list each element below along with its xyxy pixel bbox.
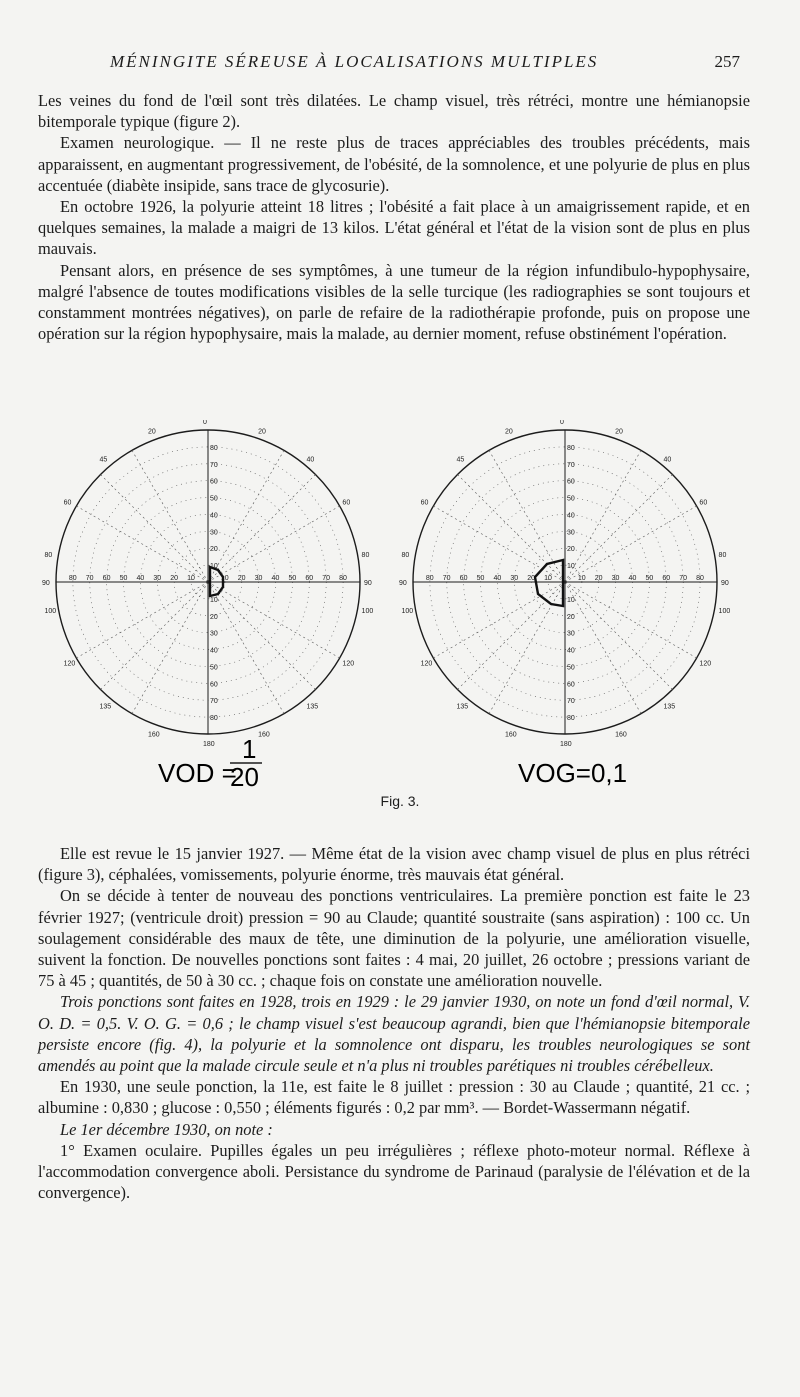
top-text (38, 90, 750, 344)
ring-label: 70 (442, 575, 451, 582)
ring-label: 10 (567, 596, 575, 604)
paragraph: Examen neurologique. — Il ne reste plus de traces appréciables des troubles précédents, mais apparaissent, en augmentant progressivement, de l'obésité, de la somnolence, et une polyurie de plus en plus accentuée (diabète insipide, sans trace de glycosurie). (38, 133, 750, 195)
ring-label: 70 (679, 575, 688, 582)
radial-label: 100 (401, 607, 414, 615)
radial-label: 180 (560, 741, 572, 748)
ring-label: 50 (645, 575, 654, 582)
visual-field-outline (535, 560, 563, 606)
radial-label: 60 (342, 499, 351, 507)
figure-caption: Fig. 3. (380, 793, 420, 809)
paragraph: 1° Examen oculaire. Pupilles égales un peu irrégulières ; réflexe photo-moteur normal. Réflexe à l'accommodation convergence aboli. Persistance du syndrome de Parinaud (paralysie de l'élévation et de la convergence). (38, 1140, 750, 1203)
page-number: 257 (714, 52, 740, 71)
radial-label: 0 (203, 420, 207, 426)
ring-label: 80 (339, 575, 347, 582)
ring-label: 20 (170, 575, 179, 582)
ring-label: 30 (210, 630, 218, 638)
radial-label: 90 (42, 580, 50, 587)
radial-label: 0 (560, 420, 564, 426)
paragraph: Le 1er décembre 1930, on note : (60, 1119, 273, 1139)
meridian-line (458, 475, 565, 582)
ring-label: 50 (476, 575, 485, 582)
ring-label: 10 (210, 563, 218, 571)
ring-label: 50 (567, 664, 575, 672)
meridian-line (565, 582, 672, 689)
radial-label: 60 (63, 499, 72, 507)
ring-label: 80 (696, 575, 704, 582)
radial-label: 20 (258, 428, 266, 436)
meridian-line (565, 475, 672, 582)
header-title: MÉNINGITE SÉREUSE À LOCALISATIONS MULTIPLES (110, 52, 599, 71)
radial-label: 80 (401, 552, 410, 560)
ring-label: 70 (322, 575, 331, 582)
ring-label: 60 (102, 575, 111, 582)
radial-label: 135 (456, 703, 469, 711)
radial-label: 100 (718, 607, 731, 615)
ring-label: 80 (68, 575, 77, 582)
paragraph: En 1930, une seule ponction, la 11e, est faite le 8 juillet : pression : 30 au Claude ; quantité, 21 cc. ; albumine : 0,830 ; glucose : 0,550 ; éléments figurés : 0,2 par mm³. — Bordet-Wassermann négatif. (38, 1077, 750, 1118)
ring-label: 40 (567, 512, 575, 520)
radial-label: 160 (615, 731, 627, 739)
bottom-text (38, 843, 750, 1203)
meridian-line (433, 582, 565, 658)
radial-label: 80 (718, 552, 727, 560)
meridian-line (132, 450, 208, 582)
ring-label: 30 (567, 630, 575, 638)
ring-label: 30 (153, 575, 162, 582)
ring-label: 20 (567, 546, 575, 554)
radial-label: 135 (306, 703, 319, 711)
ring-label: 20 (567, 613, 575, 621)
radial-label: 90 (399, 580, 407, 587)
radial-label: 20 (504, 428, 513, 436)
ring-label: 50 (119, 575, 128, 582)
ring-label: 60 (210, 681, 218, 689)
ring-label: 30 (510, 575, 519, 582)
right-acuity: VOG=0,1 (518, 758, 628, 788)
radial-label: 20 (147, 428, 156, 436)
ring-label: 50 (210, 664, 218, 672)
radial-label: 45 (456, 456, 465, 464)
ring-label: 70 (567, 461, 575, 469)
ring-label: 70 (567, 698, 575, 706)
radial-label: 60 (699, 499, 708, 507)
meridian-line (101, 475, 208, 582)
ring-label: 80 (210, 444, 218, 452)
ring-label: 70 (210, 461, 218, 469)
radial-label: 180 (203, 741, 215, 748)
ring-label: 30 (210, 529, 218, 537)
ring-label: 20 (527, 575, 536, 582)
visual-field-charts (40, 420, 760, 790)
ring-label: 30 (254, 575, 263, 582)
ring-label: 50 (567, 495, 575, 503)
ring-label: 10 (210, 596, 218, 604)
ring-label: 20 (237, 575, 246, 582)
radial-label: 40 (306, 456, 315, 464)
ring-label: 40 (136, 575, 145, 582)
radial-label: 80 (361, 552, 370, 560)
ring-label: 80 (425, 575, 434, 582)
ring-label: 80 (567, 715, 575, 723)
paragraph: En octobre 1926, la polyurie atteint 18 litres ; l'obésité a fait place à un amaigrissement rapide, et en quelques semaines, la malade a maigri de 13 kilos. L'état général et l'état de la vision sont de plus en plus mauvais. (38, 197, 750, 259)
ring-label: 50 (210, 495, 218, 503)
ring-label: 60 (459, 575, 468, 582)
radial-label: 120 (342, 660, 355, 668)
ring-label: 20 (210, 546, 218, 554)
ring-label: 60 (210, 478, 218, 486)
radial-label: 40 (663, 456, 672, 464)
left-eye-perimetry-chart (42, 420, 373, 748)
ring-label: 40 (567, 647, 575, 655)
ring-label: 60 (662, 575, 671, 582)
ring-label: 40 (628, 575, 637, 582)
radial-label: 45 (99, 456, 108, 464)
meridian-line (433, 506, 565, 582)
paragraph: On se décide à tenter de nouveau des ponctions ventriculaires. La première ponction est faite le 23 février 1927; (ventricule droit) pression = 90 au Claude; quantité soustraite (sans aspiration) : 100 cc. Un soulagement considérable des maux de tête, une diminution de la polyurie, une amélioration visuelle, suivent la fonction. De nouvelles ponctions sont faites : 4 mai, 20 juillet, 26 octobre ; pressions variant de 75 à 45 ; quantités, de 50 à 30 cc. ; chaque fois on constate une amélioration nouvelle. (38, 886, 750, 991)
right-eye-perimetry-chart (399, 420, 730, 748)
ring-label: 40 (493, 575, 502, 582)
visual-field-figure (40, 420, 760, 790)
meridian-line (76, 582, 208, 658)
running-header (110, 52, 740, 72)
ring-label: 70 (210, 698, 218, 706)
meridian-line (101, 582, 208, 689)
left-acuity-prefix: VOD = (158, 758, 237, 788)
radial-label: 160 (147, 731, 160, 739)
left-acuity-denominator: 20 (230, 762, 259, 790)
meridian-line (76, 506, 208, 582)
ring-label: 40 (210, 647, 218, 655)
radial-label: 90 (364, 580, 372, 587)
ring-label: 30 (567, 529, 575, 537)
ring-label: 10 (220, 575, 229, 582)
radial-label: 120 (63, 660, 76, 668)
meridian-line (132, 582, 208, 714)
radial-label: 90 (721, 580, 729, 587)
radial-label: 100 (361, 607, 374, 615)
radial-label: 120 (699, 660, 712, 668)
ring-label: 70 (85, 575, 94, 582)
ring-label: 40 (271, 575, 280, 582)
left-acuity-numerator: 1 (242, 734, 257, 764)
ring-label: 50 (288, 575, 297, 582)
radial-label: 60 (420, 499, 429, 507)
radial-label: 120 (420, 660, 433, 668)
paragraph: Pensant alors, en présence de ses symptômes, à une tumeur de la région infundibulo-hypophysaire, malgré l'absence de toutes modifications visibles de la selle turcique (les radiographies se sont toujours et constamment montrées négatives), on parle de refaire de la radiothérapie profonde, puis on propose une opération sur la région hypophysaire, mais la malade, au dernier moment, refuse obstinément l'opération. (38, 260, 750, 344)
ring-label: 10 (544, 575, 552, 582)
radial-label: 135 (663, 703, 676, 711)
radial-label: 80 (44, 552, 53, 560)
ring-label: 10 (187, 575, 195, 582)
ring-label: 10 (577, 575, 586, 582)
radial-label: 20 (615, 428, 623, 436)
ring-label: 30 (611, 575, 620, 582)
ring-label: 10 (567, 563, 575, 571)
ring-label: 40 (210, 512, 218, 520)
paragraph: Trois ponctions sont faites en 1928, trois en 1929 : le 29 janvier 1930, on note un fond d'œil normal, V. O. D. = 0,5. V. O. G. = 0,6 ; le champ visuel s'est beaucoup agrandi, bien que l'hémianopsie bitemporale persiste encore (fig. 4), la polyurie et la somnolence ont disparu, les troubles neurologiques se sont amendés au point que la malade circule seule et n'a plus ni troubles parétiques ni troubles cérébelleux. (38, 992, 750, 1076)
radial-label: 100 (44, 607, 57, 615)
meridian-line (208, 475, 315, 582)
meridian-line (489, 582, 565, 714)
ring-label: 20 (210, 613, 218, 621)
ring-label: 60 (567, 681, 575, 689)
meridian-line (458, 582, 565, 689)
paragraph: Elle est revue le 15 janvier 1927. — Même état de la vision avec champ visuel de plus en plus rétréci (figure 3), céphalées, vomissements, polyurie énorme, très mauvais état général. (38, 844, 750, 885)
ring-label: 60 (567, 478, 575, 486)
radial-label: 135 (99, 703, 112, 711)
paragraph: Les veines du fond de l'œil sont très dilatées. Le champ visuel, très rétréci, montre une hémianopsie bitemporale typique (figure 2). (38, 91, 750, 132)
ring-label: 80 (567, 444, 575, 452)
meridian-line (208, 506, 340, 582)
radial-label: 160 (258, 731, 270, 739)
ring-label: 60 (305, 575, 314, 582)
meridian-line (208, 582, 315, 689)
meridian-line (565, 506, 697, 582)
ring-label: 80 (210, 715, 218, 723)
radial-label: 160 (504, 731, 517, 739)
ring-label: 20 (594, 575, 603, 582)
